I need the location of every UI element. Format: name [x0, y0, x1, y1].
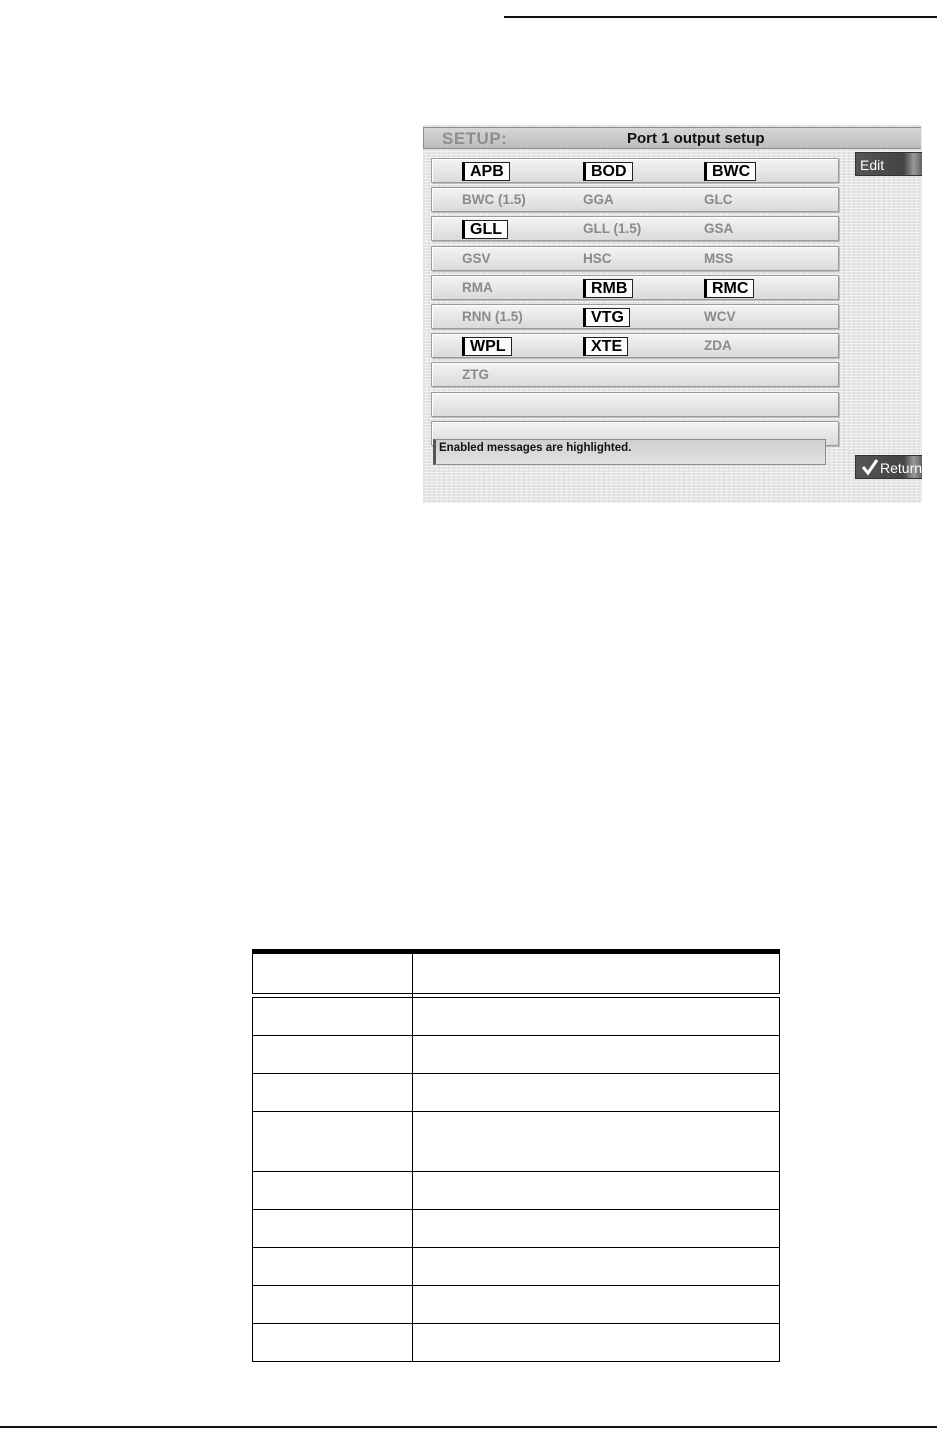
message-row: [431, 158, 839, 183]
message-row: [431, 333, 839, 358]
message-apb[interactable]: APB: [462, 162, 510, 181]
table-row: [252, 1074, 780, 1112]
page-title: Port 1 output setup: [627, 130, 765, 147]
edit-button-label: Edit: [860, 157, 885, 173]
message-gsv[interactable]: GSV: [462, 250, 491, 266]
top-rule: [504, 16, 937, 18]
setup-heading: SETUP:: [442, 129, 508, 148]
table-row: [252, 1172, 780, 1210]
message-rmc[interactable]: RMC: [704, 279, 754, 298]
message-bod[interactable]: BOD: [583, 162, 633, 181]
port-output-setup-screen: [423, 125, 922, 503]
message-zda[interactable]: ZDA: [704, 338, 732, 354]
message-gsa[interactable]: GSA: [704, 221, 734, 237]
message-list: [431, 158, 839, 450]
message-rnn-1-5[interactable]: RNN (1.5): [462, 308, 523, 324]
message-gga[interactable]: GGA: [583, 192, 614, 208]
table-row: [252, 1112, 780, 1172]
message-bwc[interactable]: BWC: [704, 162, 756, 181]
message-gll[interactable]: GLL: [462, 220, 508, 239]
bottom-rule: [0, 1426, 937, 1428]
table-column-divider: [412, 954, 413, 1362]
message-row: [431, 216, 839, 241]
message-gll-1-5[interactable]: GLL (1.5): [583, 221, 642, 237]
message-row: [431, 187, 839, 212]
table-header: [252, 954, 780, 993]
table-row: [252, 1286, 780, 1324]
edit-button[interactable]: [855, 152, 922, 176]
message-glc[interactable]: GLC: [704, 192, 733, 208]
table-row: [252, 1210, 780, 1248]
message-ztg[interactable]: ZTG: [462, 367, 489, 383]
return-button-label: Return: [880, 460, 922, 476]
return-button[interactable]: [855, 455, 922, 479]
message-row: [431, 246, 839, 271]
table-row: [252, 1248, 780, 1286]
message-wpl[interactable]: WPL: [462, 337, 512, 356]
message-bwc-1-5[interactable]: BWC (1.5): [462, 192, 526, 208]
status-message: Enabled messages are highlighted.: [433, 439, 826, 465]
table-row: [252, 1036, 780, 1074]
table-row: [252, 1324, 780, 1362]
message-hsc[interactable]: HSC: [583, 250, 612, 266]
message-row: [431, 392, 839, 417]
message-wcv[interactable]: WCV: [704, 308, 736, 324]
table-row: [252, 998, 780, 1036]
message-row: [431, 362, 839, 387]
checkmark-icon: [861, 458, 879, 476]
message-rmb[interactable]: RMB: [583, 279, 633, 298]
message-mss[interactable]: MSS: [704, 250, 734, 266]
message-xte[interactable]: XTE: [583, 337, 628, 356]
message-rma[interactable]: RMA: [462, 279, 493, 295]
message-table: [252, 949, 780, 1362]
message-vtg[interactable]: VTG: [583, 308, 630, 327]
message-row: [431, 304, 839, 329]
message-row: [431, 275, 839, 300]
title-bar: [423, 127, 921, 149]
